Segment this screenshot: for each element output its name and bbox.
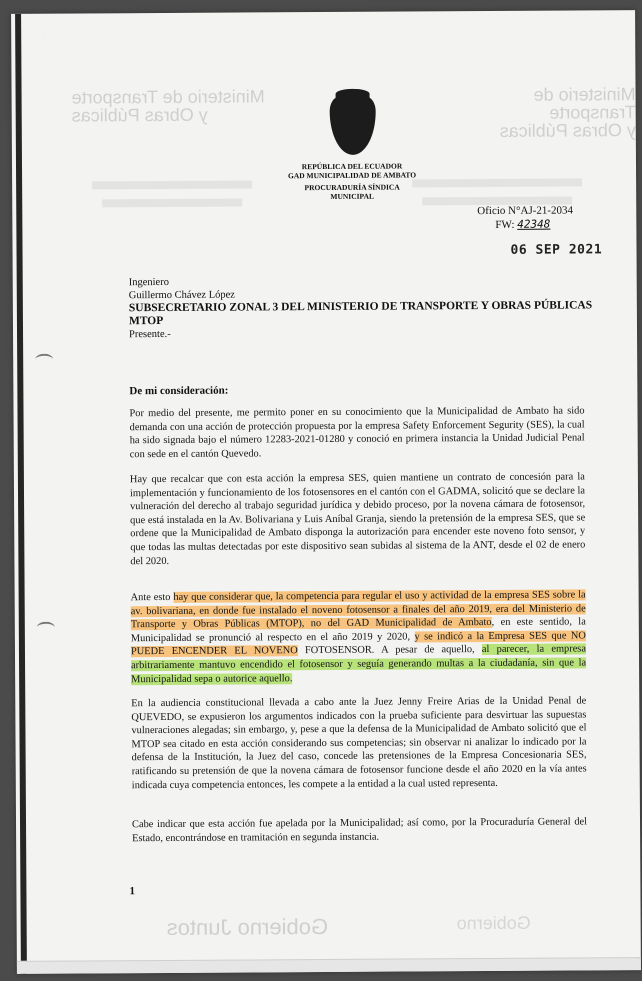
footer-watermark-left: Gobierno Juntos [166,913,329,940]
recipient-presente: Presente.- [129,328,171,341]
paragraph-5: Cabe indicar que esta acción fue apelada por la Municipalidad; así como, por la Procuraduría General del Estado, encontrándose en tramitación en segunda instancia. [131,816,588,844]
watermark-left: Ministerio de Transporte y Obras Públicas [71,86,265,126]
coat-of-arms-icon [330,97,376,155]
footer-watermark-right: Gobierno [456,912,531,934]
p3-text-c: FOTOSENSOR. A pesar de aquello, [297,644,482,657]
office-number: Oficio N°AJ-21-2034 [477,204,574,218]
greeting: De mi consideración: [129,384,229,398]
fw-line [495,217,573,231]
p3-text-b: , en este sentido, la Municipalidad se pronunció al respecto en el año 2019 y 2020, [130,616,586,644]
bleed-line [92,180,252,189]
document-page [11,10,641,974]
p3-highlight-orange: hay que considerar que, la competencia para regular el uso y actividad de la empresa SES sobre la av. bolivariana, en donde fue instalado el noveno fotosensor a finales del año 2019, era del Ministerio de Transporte y Obras Públicas (MTOP), no del GAD Municipalidad de Ambato [130,589,586,631]
recipient-block [129,273,593,341]
letterhead-gad: GAD MUNICIPALIDAD DE AMBATO [287,170,417,181]
bleed-line [102,199,242,208]
fw-label: FW: [495,218,515,231]
paragraph-1: Por medio del presente, me permito poner en su conocimiento que la Municipalidad de Ambato ha sido demanda con una acción de protección propuesta por la empresa Safety Enforcement Segurity (SES), la cual ha sido signada bajo el número 12283-2021-01280 y conoció en primera instancia la Unidad Judicial Penal con sede en el cantón Quevedo. [129,405,585,460]
p3-text-a: Ante esto [130,591,174,604]
letterhead-country: REPÚBLICA DEL ECUADOR [301,161,403,172]
letterhead [282,161,422,201]
recipient-name: Guillermo Chávez López [128,289,235,302]
p3-highlight-orange-2: y se indicó a la Empresa SES que NO PUEDE ENCENDER EL NOVENO [130,630,586,658]
received-date-stamp: 06 SEP 2021 [510,242,603,258]
page-counter: 1/1 [24,30,50,49]
recipient-position: SUBSECRETARIO ZONAL 3 DEL MINISTERIO DE TRANSPORTE Y OBRAS PÚBLICAS [128,299,593,315]
bleed-line [412,178,582,187]
paragraph-4: En la audiencia constitucional llevada a cabo ante la Juez Jenny Freire Arias de la Unidad Penal de QUEVEDO, se expusieron los argumentos indicados con la prueba suficiente para desvirtuar las supuestas vulneraciones alegadas; sin embargo, y, pese a que la defensa de la Municipalidad de Ambato solicitó que el MTOP sea citado en esta acción considerando sus competencias; sin observar ni analizar lo indicado por la defensa de la Institución, la Juez del caso, concede las pretensiones de la Empresa Concesionaria SES, ratificando su pretensión de que la novena cámara de fotosensor funcione desde el año 2020 en la vía antes indicada cuya competencia entonces, les compete a la entidad a la cual usted representa. [131,695,587,791]
recipient-org: MTOP [128,314,164,328]
page-number: 1 [129,885,135,898]
p3-highlight-green: al parecer, la empresa arbitrariamente mantuvo encendido el fotosensor y seguía generando multas a la ciudadanía, sin que la Municipalidad sepa o autorice aquello. [131,643,587,685]
page-edge-rule [15,14,27,974]
office-reference [477,203,573,232]
binder-mark-icon [37,622,55,634]
binder-mark-icon [35,354,53,366]
paragraph-2: Hay que recalcar que con esta acción la empresa SES, quien mantiene un contrato de concesión para la implementación y funcionamiento de los fotosensores en el cantón con el GADMA, solicitó que se declare la vulneración del derecho al trabajo seguridad jurídica y debido proceso, por la novena cámara de fotosensor, que está instalada en la Av. Bolivariana y Luis Aníbal Granja, siendo la pretensión de la empresa SES, que se ordene que la Municipalidad de Ambato disponga la autorización para encender este noveno foto sensor, y que todas las multas detectadas por este dispositivo sean subidas al sistema de la ANT, desde el 02 de enero del 2020. [129,471,586,567]
fw-handwritten-number: 42348 [517,217,551,231]
paragraph-3 [131,588,587,686]
watermark-right: Ministerio de Transporte y Obras Públicas [499,84,636,141]
letterhead-office: PROCURADURÍA SÍNDICA MUNICIPAL [304,182,400,201]
recipient-title: Ingeniero [128,276,169,289]
